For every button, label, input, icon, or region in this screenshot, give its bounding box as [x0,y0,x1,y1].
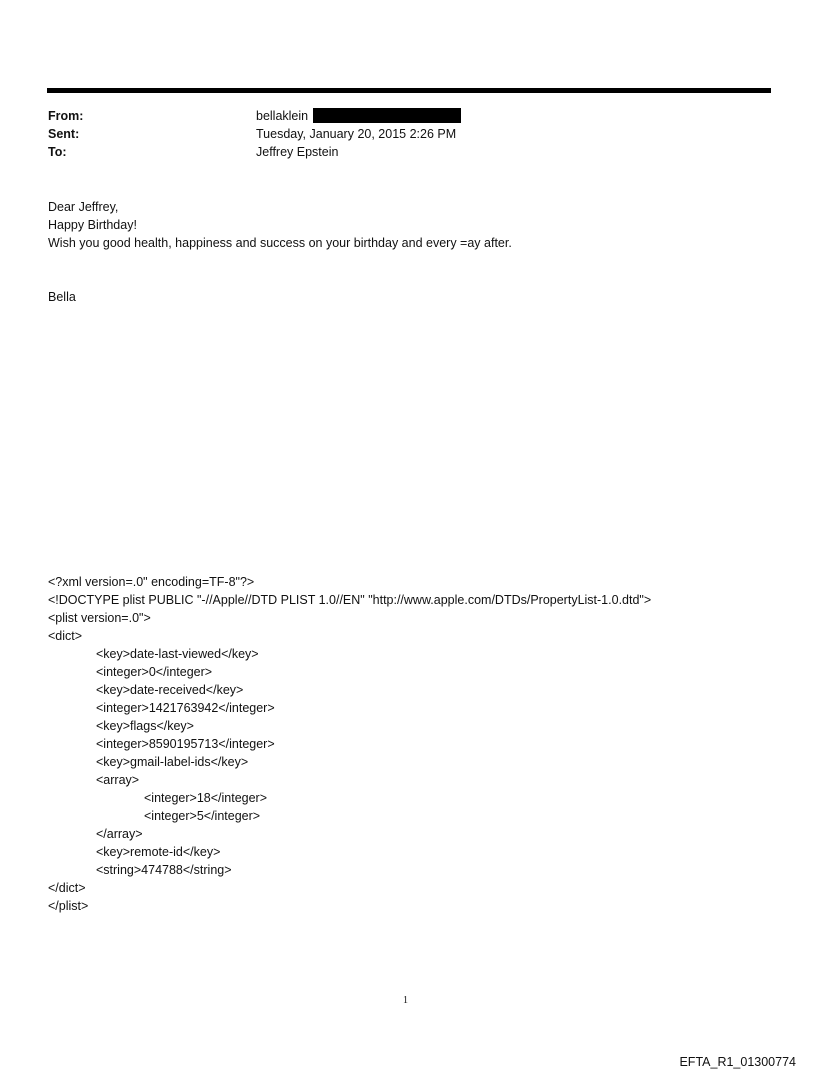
xml-line: <integer>1421763942</integer> [96,701,275,715]
bates-number: EFTA_R1_01300774 [679,1055,796,1069]
signature: Bella [48,290,76,304]
xml-line: <key>date-last-viewed</key> [96,647,259,661]
body-line-2: Wish you good health, happiness and success on your birthday and every =ay after. [48,236,512,250]
greeting: Dear Jeffrey, [48,200,119,214]
xml-line: <dict> [48,629,83,643]
sent-label: Sent: [48,127,80,141]
to-value: Jeffrey Epstein [256,145,339,159]
xml-line: <key>remote-id</key> [96,845,221,859]
xml-line: <integer>5</integer> [144,809,261,823]
xml-line: <string>474788</string> [96,863,232,877]
xml-line: </dict> [48,881,86,895]
xml-line: <integer>8590195713</integer> [96,737,275,751]
page-number: 1 [403,995,408,1006]
from-name: bellaklein [256,109,309,123]
xml-line: </plist> [48,899,89,913]
xml-line: <plist version=.0"> [48,611,151,625]
redaction-block [313,108,461,123]
from-value [256,108,461,125]
xml-line: <key>gmail-label-ids</key> [96,755,249,769]
xml-line: <!DOCTYPE plist PUBLIC "-//Apple//DTD PLIST 1.0//EN" "http://www.apple.com/DTDs/PropertyList-1.0.dtd"> [48,593,652,607]
to-label: To: [48,145,67,159]
xml-line: <key>date-received</key> [96,683,244,697]
xml-line: <integer>0</integer> [96,665,213,679]
header-divider [47,88,771,93]
sent-value: Tuesday, January 20, 2015 2:26 PM [256,127,457,141]
body-line-1: Happy Birthday! [48,218,137,232]
xml-line: <?xml version=.0" encoding=TF-8"?> [48,575,255,589]
xml-line: </array> [96,827,143,841]
xml-line: <integer>18</integer> [144,791,268,805]
xml-line: <array> [96,773,140,787]
xml-line: <key>flags</key> [96,719,194,733]
from-label: From: [48,109,84,123]
